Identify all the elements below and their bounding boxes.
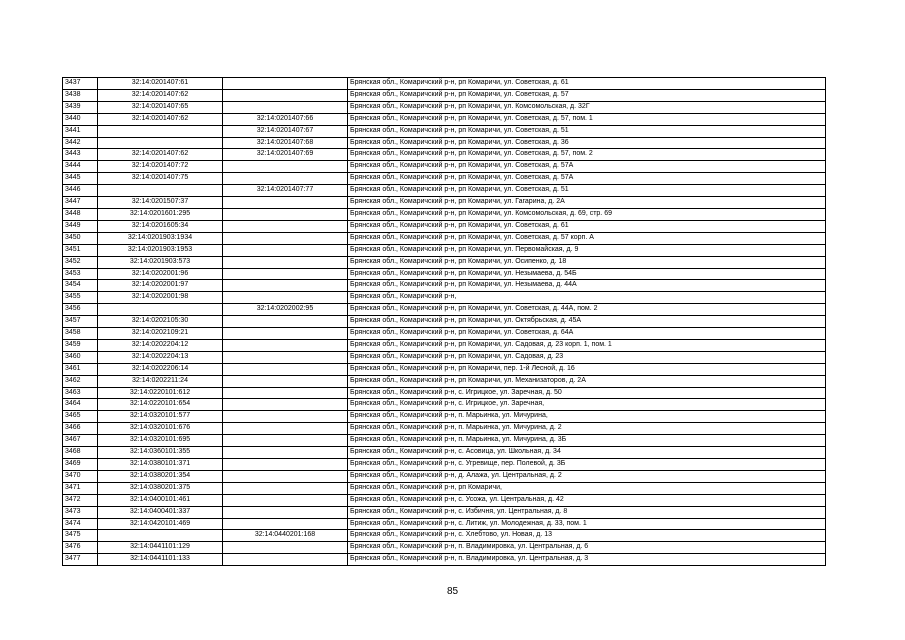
- cadastral-number-cell: 32:14:0201407:61: [98, 78, 223, 90]
- address-cell: Брянская обл., Комаричский р-н, рп Комаричи, ул. Гагарина, д. 2А: [348, 197, 826, 209]
- address-cell: Брянская обл., Комаричский р-н, рп Комаричи, ул. Советская, д. 51: [348, 125, 826, 137]
- row-number-cell: 3471: [63, 482, 98, 494]
- cadastral-number-cell: 32:14:0441101:129: [98, 542, 223, 554]
- row-number-cell: 3437: [63, 78, 98, 90]
- table-row: [63, 470, 826, 482]
- cadastral-number-cell: 32:14:0202109:21: [98, 328, 223, 340]
- cadastral-number-cell: 32:14:0220101:654: [98, 399, 223, 411]
- row-number-cell: 3448: [63, 208, 98, 220]
- cadastral-number-cell: [98, 530, 223, 542]
- table-row: [63, 411, 826, 423]
- linked-cadastral-number-cell: [223, 542, 348, 554]
- row-number-cell: 3456: [63, 304, 98, 316]
- linked-cadastral-number-cell: [223, 339, 348, 351]
- table-row: [63, 78, 826, 90]
- row-number-cell: 3476: [63, 542, 98, 554]
- linked-cadastral-number-cell: 32:14:0201407:67: [223, 125, 348, 137]
- row-number-cell: 3460: [63, 351, 98, 363]
- cadastral-number-cell: 32:14:0320101:695: [98, 435, 223, 447]
- cadastral-number-cell: 32:14:0202001:96: [98, 268, 223, 280]
- cadastral-number-cell: 32:14:0400401:337: [98, 506, 223, 518]
- address-cell: Брянская обл., Комаричский р-н, рп Комаричи, ул. Механизаторов, д. 2А: [348, 375, 826, 387]
- cadastral-number-cell: 32:14:0201903:573: [98, 256, 223, 268]
- table-row: [63, 149, 826, 161]
- linked-cadastral-number-cell: [223, 208, 348, 220]
- linked-cadastral-number-cell: [223, 399, 348, 411]
- row-number-cell: 3454: [63, 280, 98, 292]
- address-cell: Брянская обл., Комаричский р-н, с. Литиж, ул. Молодежная, д. 33, пом. 1: [348, 518, 826, 530]
- linked-cadastral-number-cell: [223, 292, 348, 304]
- table-row: [63, 232, 826, 244]
- linked-cadastral-number-cell: [223, 328, 348, 340]
- table-row: [63, 173, 826, 185]
- linked-cadastral-number-cell: [223, 459, 348, 471]
- row-number-cell: 3446: [63, 185, 98, 197]
- table-row: [63, 268, 826, 280]
- address-cell: Брянская обл., Комаричский р-н, рп Комаричи, ул. Незымаева, д. 54Б: [348, 268, 826, 280]
- row-number-cell: 3466: [63, 423, 98, 435]
- linked-cadastral-number-cell: [223, 220, 348, 232]
- table-row: [63, 530, 826, 542]
- cadastral-number-cell: 32:14:0201507:37: [98, 197, 223, 209]
- address-cell: Брянская обл., Комаричский р-н, рп Комаричи, ул. Садовая, д. 23: [348, 351, 826, 363]
- address-cell: Брянская обл., Комаричский р-н,: [348, 292, 826, 304]
- cadastral-number-cell: 32:14:0202105:30: [98, 316, 223, 328]
- row-number-cell: 3452: [63, 256, 98, 268]
- table-row: [63, 292, 826, 304]
- table-row: [63, 328, 826, 340]
- cadastral-number-cell: 32:14:0420101:469: [98, 518, 223, 530]
- cadastral-number-cell: 32:14:0320101:577: [98, 411, 223, 423]
- linked-cadastral-number-cell: [223, 232, 348, 244]
- cadastral-number-cell: 32:14:0201407:62: [98, 149, 223, 161]
- table-row: [63, 137, 826, 149]
- address-cell: Брянская обл., Комаричский р-н, п. Владимировка, ул. Центральная, д. 6: [348, 542, 826, 554]
- table-row: [63, 363, 826, 375]
- linked-cadastral-number-cell: 32:14:0202002:95: [223, 304, 348, 316]
- linked-cadastral-number-cell: [223, 244, 348, 256]
- table-row: [63, 316, 826, 328]
- cadastral-number-cell: [98, 125, 223, 137]
- registry-table-body: [63, 78, 826, 566]
- table-row: [63, 339, 826, 351]
- row-number-cell: 3461: [63, 363, 98, 375]
- table-row: [63, 554, 826, 566]
- row-number-cell: 3453: [63, 268, 98, 280]
- linked-cadastral-number-cell: [223, 280, 348, 292]
- row-number-cell: 3443: [63, 149, 98, 161]
- row-number-cell: 3447: [63, 197, 98, 209]
- cadastral-number-cell: 32:14:0201903:1934: [98, 232, 223, 244]
- row-number-cell: 3455: [63, 292, 98, 304]
- address-cell: Брянская обл., Комаричский р-н, рп Комаричи, ул. Советская, д. 57: [348, 89, 826, 101]
- cadastral-number-cell: 32:14:0320101:676: [98, 423, 223, 435]
- linked-cadastral-number-cell: [223, 268, 348, 280]
- cadastral-number-cell: 32:14:0380101:371: [98, 459, 223, 471]
- cadastral-number-cell: [98, 304, 223, 316]
- row-number-cell: 3445: [63, 173, 98, 185]
- row-number-cell: 3470: [63, 470, 98, 482]
- linked-cadastral-number-cell: [223, 316, 348, 328]
- table-row: [63, 185, 826, 197]
- cadastral-number-cell: 32:14:0202001:97: [98, 280, 223, 292]
- row-number-cell: 3473: [63, 506, 98, 518]
- page-number: 85: [446, 586, 459, 597]
- address-cell: Брянская обл., Комаричский р-н, рп Комаричи, ул. Советская, д. 57А: [348, 161, 826, 173]
- linked-cadastral-number-cell: [223, 470, 348, 482]
- table-row: [63, 435, 826, 447]
- table-row: [63, 244, 826, 256]
- address-cell: Брянская обл., Комаричский р-н, рп Комаричи, ул. Комсомольская, д. 69, стр. 69: [348, 208, 826, 220]
- linked-cadastral-number-cell: 32:14:0201407:66: [223, 113, 348, 125]
- address-cell: Брянская обл., Комаричский р-н, п. Марьинка, ул. Мичурина, д. 3Б: [348, 435, 826, 447]
- address-cell: Брянская обл., Комаричский р-н, рп Комаричи, ул. Советская, д. 64А: [348, 328, 826, 340]
- row-number-cell: 3474: [63, 518, 98, 530]
- row-number-cell: 3467: [63, 435, 98, 447]
- address-cell: Брянская обл., Комаричский р-н, рп Комаричи, ул. Незымаева, д. 44А: [348, 280, 826, 292]
- address-cell: Брянская обл., Комаричский р-н, п. Владимировка, ул. Центральная, д. 3: [348, 554, 826, 566]
- linked-cadastral-number-cell: [223, 89, 348, 101]
- address-cell: Брянская обл., Комаричский р-н, д. Алажа, ул. Центральная, д. 2: [348, 470, 826, 482]
- linked-cadastral-number-cell: [223, 375, 348, 387]
- linked-cadastral-number-cell: [223, 518, 348, 530]
- address-cell: Брянская обл., Комаричский р-н, с. Угревище, пер. Полевой, д. 3Б: [348, 459, 826, 471]
- address-cell: Брянская обл., Комаричский р-н, рп Комаричи, ул. Советская, д. 57, пом. 2: [348, 149, 826, 161]
- table-row: [63, 125, 826, 137]
- table-row: [63, 256, 826, 268]
- linked-cadastral-number-cell: [223, 423, 348, 435]
- linked-cadastral-number-cell: [223, 387, 348, 399]
- address-cell: Брянская обл., Комаричский р-н, с. Усожа, ул. Центральная, д. 42: [348, 494, 826, 506]
- row-number-cell: 3449: [63, 220, 98, 232]
- cadastral-number-cell: 32:14:0220101:612: [98, 387, 223, 399]
- row-number-cell: 3444: [63, 161, 98, 173]
- linked-cadastral-number-cell: [223, 494, 348, 506]
- row-number-cell: 3459: [63, 339, 98, 351]
- row-number-cell: 3440: [63, 113, 98, 125]
- cadastral-number-cell: 32:14:0202204:12: [98, 339, 223, 351]
- address-cell: Брянская обл., Комаричский р-н, рп Комаричи, ул. Садовая, д. 23 корп. 1, пом. 1: [348, 339, 826, 351]
- address-cell: Брянская обл., Комаричский р-н, с. Игрицкое, ул. Заречная, д. 50: [348, 387, 826, 399]
- table-row: [63, 542, 826, 554]
- row-number-cell: 3475: [63, 530, 98, 542]
- table-row: [63, 351, 826, 363]
- row-number-cell: 3441: [63, 125, 98, 137]
- table-row: [63, 459, 826, 471]
- table-row: [63, 101, 826, 113]
- cadastral-number-cell: 32:14:0202211:24: [98, 375, 223, 387]
- address-cell: Брянская обл., Комаричский р-н, рп Комаричи, ул. Советская, д. 61: [348, 78, 826, 90]
- cadastral-number-cell: 32:14:0380201:354: [98, 470, 223, 482]
- row-number-cell: 3465: [63, 411, 98, 423]
- row-number-cell: 3450: [63, 232, 98, 244]
- address-cell: Брянская обл., Комаричский р-н, рп Комаричи, ул. Советская, д. 57, пом. 1: [348, 113, 826, 125]
- table-row: [63, 220, 826, 232]
- row-number-cell: 3439: [63, 101, 98, 113]
- cadastral-number-cell: 32:14:0201407:75: [98, 173, 223, 185]
- cadastral-number-cell: 32:14:0201407:62: [98, 113, 223, 125]
- cadastral-number-cell: 32:14:0380201:375: [98, 482, 223, 494]
- table-row: [63, 423, 826, 435]
- table-row: [63, 197, 826, 209]
- row-number-cell: 3477: [63, 554, 98, 566]
- table-row: [63, 113, 826, 125]
- row-number-cell: 3438: [63, 89, 98, 101]
- table-row: [63, 375, 826, 387]
- linked-cadastral-number-cell: [223, 554, 348, 566]
- linked-cadastral-number-cell: 32:14:0201407:68: [223, 137, 348, 149]
- table-row: [63, 494, 826, 506]
- table-row: [63, 518, 826, 530]
- address-cell: Брянская обл., Комаричский р-н, рп Комаричи, ул. Советская, д. 57 корп. А: [348, 232, 826, 244]
- linked-cadastral-number-cell: [223, 447, 348, 459]
- table-row: [63, 447, 826, 459]
- address-cell: Брянская обл., Комаричский р-н, рп Комаричи, ул. Советская, д. 36: [348, 137, 826, 149]
- address-cell: Брянская обл., Комаричский р-н, рп Комаричи, ул. Комсомольская, д. 32Г: [348, 101, 826, 113]
- table-row: [63, 304, 826, 316]
- linked-cadastral-number-cell: 32:14:0201407:69: [223, 149, 348, 161]
- cadastral-number-cell: 32:14:0202206:14: [98, 363, 223, 375]
- row-number-cell: 3472: [63, 494, 98, 506]
- address-cell: Брянская обл., Комаричский р-н, рп Комаричи,: [348, 482, 826, 494]
- cadastral-number-cell: 32:14:0201605:34: [98, 220, 223, 232]
- linked-cadastral-number-cell: 32:14:0201407:77: [223, 185, 348, 197]
- address-cell: Брянская обл., Комаричский р-н, рп Комаричи, ул. Советская, д. 57А: [348, 173, 826, 185]
- cadastral-number-cell: 32:14:0201903:1953: [98, 244, 223, 256]
- row-number-cell: 3458: [63, 328, 98, 340]
- row-number-cell: 3463: [63, 387, 98, 399]
- cadastral-number-cell: 32:14:0201601:295: [98, 208, 223, 220]
- row-number-cell: 3468: [63, 447, 98, 459]
- cadastral-number-cell: 32:14:0202204:13: [98, 351, 223, 363]
- address-cell: Брянская обл., Комаричский р-н, с. Асовица, ул. Школьная, д. 34: [348, 447, 826, 459]
- linked-cadastral-number-cell: [223, 411, 348, 423]
- linked-cadastral-number-cell: [223, 506, 348, 518]
- address-cell: Брянская обл., Комаричский р-н, п. Марьинка, ул. Мичурина, д. 2: [348, 423, 826, 435]
- cadastral-number-cell: 32:14:0441101:133: [98, 554, 223, 566]
- linked-cadastral-number-cell: 32:14:0440201:168: [223, 530, 348, 542]
- linked-cadastral-number-cell: [223, 435, 348, 447]
- linked-cadastral-number-cell: [223, 351, 348, 363]
- cadastral-number-cell: 32:14:0201407:65: [98, 101, 223, 113]
- linked-cadastral-number-cell: [223, 256, 348, 268]
- row-number-cell: 3457: [63, 316, 98, 328]
- row-number-cell: 3451: [63, 244, 98, 256]
- table-row: [63, 387, 826, 399]
- table-row: [63, 208, 826, 220]
- address-cell: Брянская обл., Комаричский р-н, рп Комаричи, ул. Советская, д. 44А, пом. 2: [348, 304, 826, 316]
- table-row: [63, 89, 826, 101]
- cadastral-number-cell: 32:14:0360101:355: [98, 447, 223, 459]
- address-cell: Брянская обл., Комаричский р-н, п. Марьинка, ул. Мичурина,: [348, 411, 826, 423]
- row-number-cell: 3464: [63, 399, 98, 411]
- address-cell: Брянская обл., Комаричский р-н, рп Комаричи, пер. 1-й Лесной, д. 16: [348, 363, 826, 375]
- address-cell: Брянская обл., Комаричский р-н, с. Игрицкое, ул. Заречная,: [348, 399, 826, 411]
- cadastral-number-cell: [98, 185, 223, 197]
- table-row: [63, 280, 826, 292]
- address-cell: Брянская обл., Комаричский р-н, рп Комаричи, ул. Осипенко, д. 18: [348, 256, 826, 268]
- linked-cadastral-number-cell: [223, 78, 348, 90]
- row-number-cell: 3469: [63, 459, 98, 471]
- cadastral-number-cell: 32:14:0201407:62: [98, 89, 223, 101]
- linked-cadastral-number-cell: [223, 101, 348, 113]
- linked-cadastral-number-cell: [223, 161, 348, 173]
- linked-cadastral-number-cell: [223, 173, 348, 185]
- cadastral-number-cell: 32:14:0201407:72: [98, 161, 223, 173]
- cadastral-number-cell: 32:14:0400101:461: [98, 494, 223, 506]
- table-row: [63, 161, 826, 173]
- linked-cadastral-number-cell: [223, 363, 348, 375]
- cadastral-number-cell: 32:14:0202001:98: [98, 292, 223, 304]
- address-cell: Брянская обл., Комаричский р-н, рп Комаричи, ул. Советская, д. 51: [348, 185, 826, 197]
- cadastral-number-cell: [98, 137, 223, 149]
- table-row: [63, 399, 826, 411]
- table-row: [63, 506, 826, 518]
- address-cell: Брянская обл., Комаричский р-н, рп Комаричи, ул. Октябрьская, д. 45А: [348, 316, 826, 328]
- registry-table: [62, 77, 826, 566]
- address-cell: Брянская обл., Комаричский р-н, с. Хлебтово, ул. Новая, д. 13: [348, 530, 826, 542]
- row-number-cell: 3442: [63, 137, 98, 149]
- table-row: [63, 482, 826, 494]
- address-cell: Брянская обл., Комаричский р-н, с. Избичня, ул. Центральная, д. 8: [348, 506, 826, 518]
- linked-cadastral-number-cell: [223, 482, 348, 494]
- linked-cadastral-number-cell: [223, 197, 348, 209]
- row-number-cell: 3462: [63, 375, 98, 387]
- address-cell: Брянская обл., Комаричский р-н, рп Комаричи, ул. Советская, д. 61: [348, 220, 826, 232]
- address-cell: Брянская обл., Комаричский р-н, рп Комаричи, ул. Первомайская, д. 9: [348, 244, 826, 256]
